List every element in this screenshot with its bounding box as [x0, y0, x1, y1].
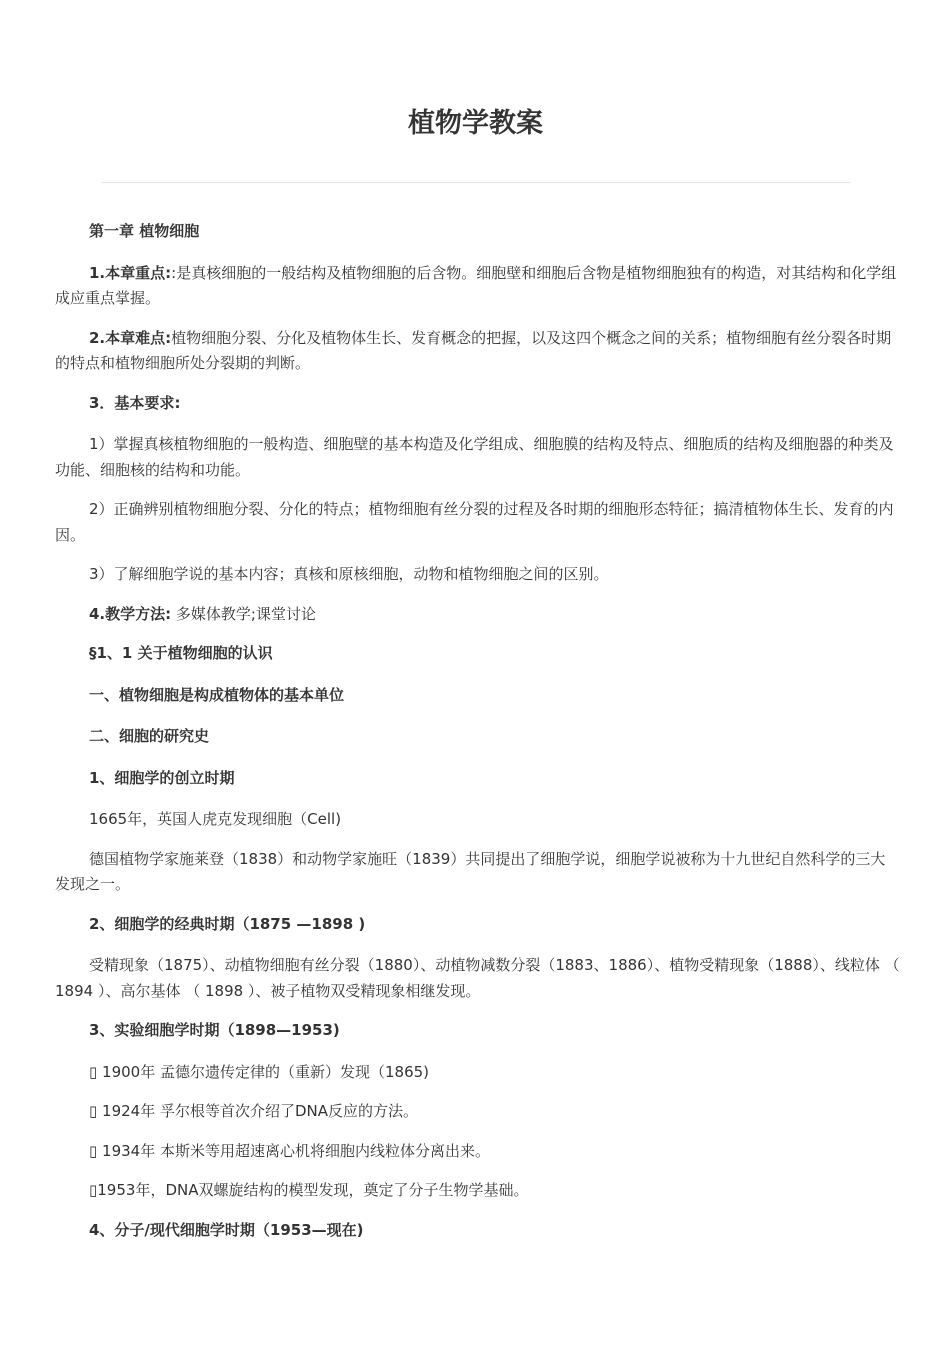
difficulties-paragraph	[55, 326, 900, 377]
milestone-1900-text: 1900年 孟德尔遗传定律的（重新）发现（1865)	[97, 1062, 430, 1081]
milestone-1953	[55, 1178, 900, 1204]
cell-theory-paragraph: 德国植物学家施莱登（1838）和动物学家施旺（1839）共同提出了细胞学说，细胞学说被称为十九世纪自然科学的三大发现之一。	[55, 849, 886, 893]
milestone-1934	[55, 1139, 900, 1165]
milestone-1900	[55, 1060, 900, 1086]
bullet-icon: ▯	[89, 1181, 98, 1199]
bullet-icon: ▯	[89, 1141, 98, 1160]
hooke-paragraph: 1665年，英国人虎克发现细胞（Cell)	[89, 810, 342, 828]
key-points-text: :是真核细胞的一般结构及植物细胞的后含物。细胞壁和细胞后含物是植物细胞独有的构造，对其结构和化学组成应重点掌握。	[55, 263, 897, 307]
difficulties-label: 2.本章难点:	[89, 328, 172, 347]
teaching-method-paragraph	[55, 602, 900, 628]
chapter-heading: 第一章 植物细胞	[89, 222, 200, 240]
milestone-1953-text: 1953年，DNA双螺旋结构的模型发现，奠定了分子生物学基础。	[97, 1181, 529, 1199]
milestone-1934-text: 1934年 本斯米等用超速离心机将细胞内线粒体分离出来。	[97, 1141, 490, 1160]
teaching-method-text: 多媒体教学;课堂讨论	[171, 604, 316, 623]
period-heading-2: 2、细胞学的经典时期（1875 —1898 )	[89, 914, 366, 933]
requirement-3: 3）了解细胞学说的基本内容；真核和原核细胞，动物和植物细胞之间的区别。	[89, 565, 609, 583]
period-heading-3: 3、实验细胞学时期（1898—1953)	[89, 1021, 340, 1039]
requirement-2: 2）正确辨别植物细胞分裂、分化的特点；植物细胞有丝分裂的过程及各时期的细胞形态特征；搞清植物体生长、发育的内因。	[55, 500, 894, 544]
period-heading-1: 1、细胞学的创立时期	[89, 768, 235, 787]
bullet-icon: ▯	[89, 1062, 98, 1081]
title-divider	[102, 182, 850, 183]
bullet-icon: ▯	[89, 1102, 98, 1120]
milestone-1924-text: 1924年 孚尔根等首次介绍了DNA反应的方法。	[97, 1102, 419, 1120]
milestone-1924	[55, 1099, 900, 1125]
document-body	[55, 219, 900, 1259]
period-heading-4: 4、分子/现代细胞学时期（1953—现在)	[89, 1220, 364, 1239]
requirement-1: 1）掌握真核植物细胞的一般构造、细胞壁的基本构造及化学组成、细胞膜的结构及特点、细胞质的结构及细胞器的种类及功能、细胞核的结构和功能。	[55, 435, 894, 479]
key-points-paragraph	[55, 261, 900, 312]
difficulties-text: 植物细胞分裂、分化及植物体生长、发育概念的把握，以及这四个概念之间的关系；植物细胞有丝分裂各时期的特点和植物细胞所处分裂期的判断。	[55, 328, 892, 372]
teaching-method-label: 4.教学方法:	[89, 604, 172, 623]
key-points-label: 1.本章重点:	[89, 263, 172, 282]
classical-discoveries-paragraph: 受精现象（1875）、动植物细胞有丝分裂（1880）、动植物减数分裂（1883、1886）、植物受精现象（1888）、线粒体 （ 1894 ）、高尔基体 （ 1898 ）、被子植物双受精现象相继发现。	[55, 956, 900, 1000]
subsection-heading-1: 一、植物细胞是构成植物体的基本单位	[89, 685, 345, 704]
requirements-heading: 3．基本要求:	[89, 393, 181, 412]
subsection-heading-2: 二、细胞的研究史	[89, 727, 210, 745]
page-title: 植物学教案	[408, 108, 543, 139]
section-heading: §1、1 关于植物细胞的认识	[89, 644, 273, 662]
